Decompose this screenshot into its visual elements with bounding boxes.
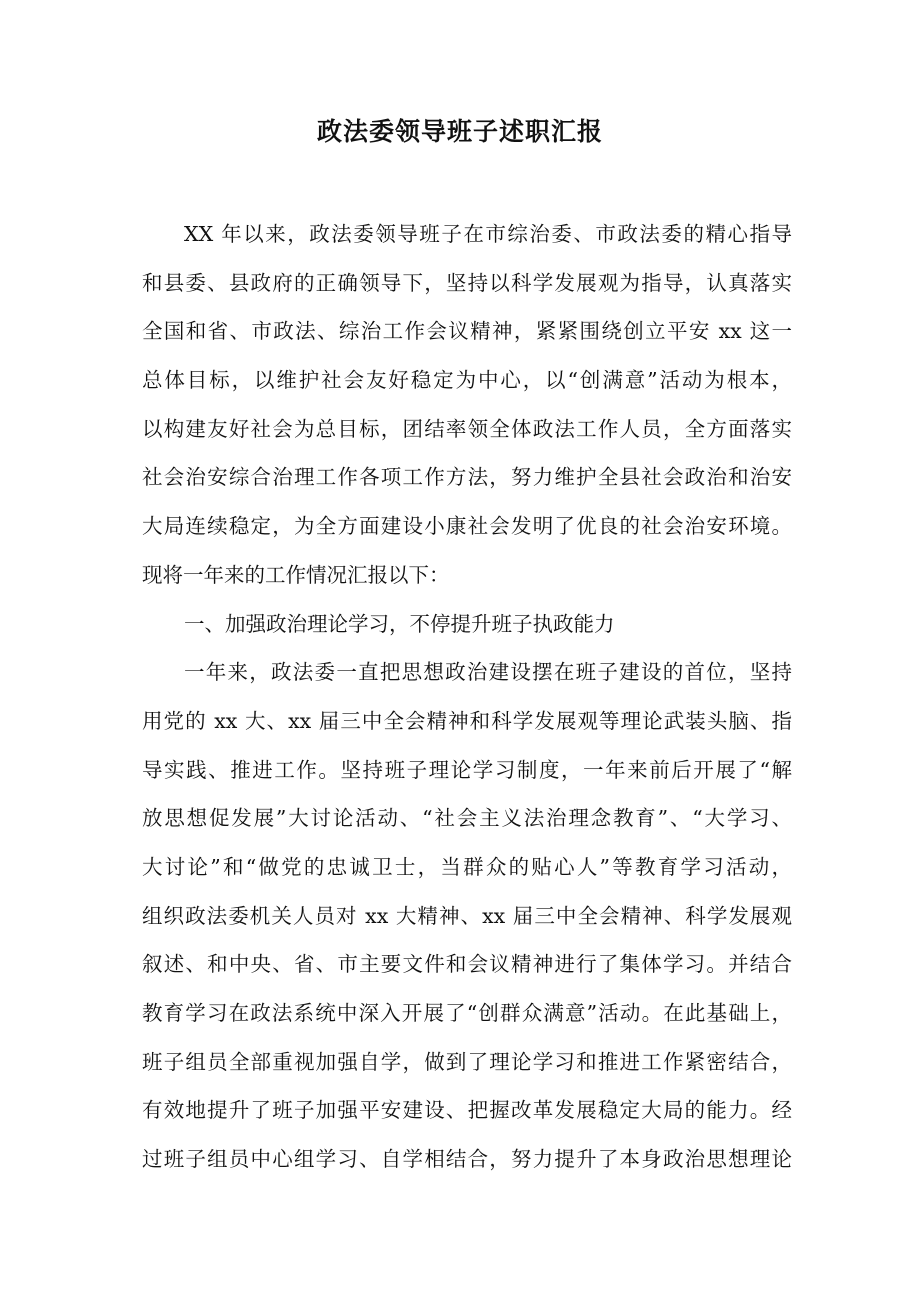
paragraph-line: 大讨论”和“做党的忠诚卫士，当群众的贴心人”等教育学习活动， [142, 854, 792, 879]
paragraph-line: 班子组员全部重视加强自学，做到了理论学习和推进工作紧密结合， [142, 1049, 792, 1074]
paragraph-line: XX 年以来，政法委领导班子在市综治委、市政法委的精心指导 [184, 222, 792, 246]
paragraph-line: 叙述、和中央、省、市主要文件和会议精神进行了集体学习。并结合 [142, 952, 792, 977]
paragraph-line: 社会治安综合治理工作各项工作方法，努力维护全县社会政治和治安 [142, 465, 792, 490]
paragraph-line: 用党的 xx 大、xx 届三中全会精神和科学发展观等理论武装头脑、指 [142, 708, 792, 733]
paragraph-line: 组织政法委机关人员对 xx 大精神、xx 届三中全会精神、科学发展观 [142, 903, 792, 928]
document-body [142, 210, 792, 1184]
paragraph-line: 总体目标，以维护社会友好稳定为中心，以“创满意”活动为根本， [142, 368, 792, 393]
paragraph-line: 放思想促发展”大讨论活动、“社会主义法治理念教育”、“大学习、 [142, 806, 792, 831]
paragraph-line: 一年来，政法委一直把思想政治建设摆在班子建设的首位，坚持 [184, 660, 792, 685]
paragraph-line: 教育学习在政法系统中深入开展了“创群众满意”活动。在此基础上， [142, 1001, 792, 1025]
paragraph-line: 现将一年来的工作情况汇报以下： [142, 562, 450, 587]
paragraph-line: 导实践、推进工作。坚持班子理论学习制度，一年来前后开展了“解 [142, 757, 792, 782]
paragraph-line: 大局连续稳定，为全方面建设小康社会发明了优良的社会治安环境。 [142, 514, 792, 539]
paragraph-line: 一、加强政治理论学习，不停提升班子执政能力 [184, 611, 615, 636]
paragraph-line: 有效地提升了班子加强平安建设、把握改革发展稳定大局的能力。经 [142, 1098, 792, 1123]
paragraph-line: 全国和省、市政法、综治工作会议精神，紧紧围绕创立平安 xx 这一 [142, 319, 792, 344]
paragraph-line: 过班子组员中心组学习、自学相结合，努力提升了本身政治思想理论 [142, 1147, 792, 1172]
document-title: 政法委领导班子述职汇报 [316, 117, 603, 146]
paragraph-line: 以构建友好社会为总目标，团结率领全体政法工作人员，全方面落实 [142, 416, 792, 441]
paragraph-line: 和县委、县政府的正确领导下，坚持以科学发展观为指导，认真落实 [142, 270, 792, 295]
